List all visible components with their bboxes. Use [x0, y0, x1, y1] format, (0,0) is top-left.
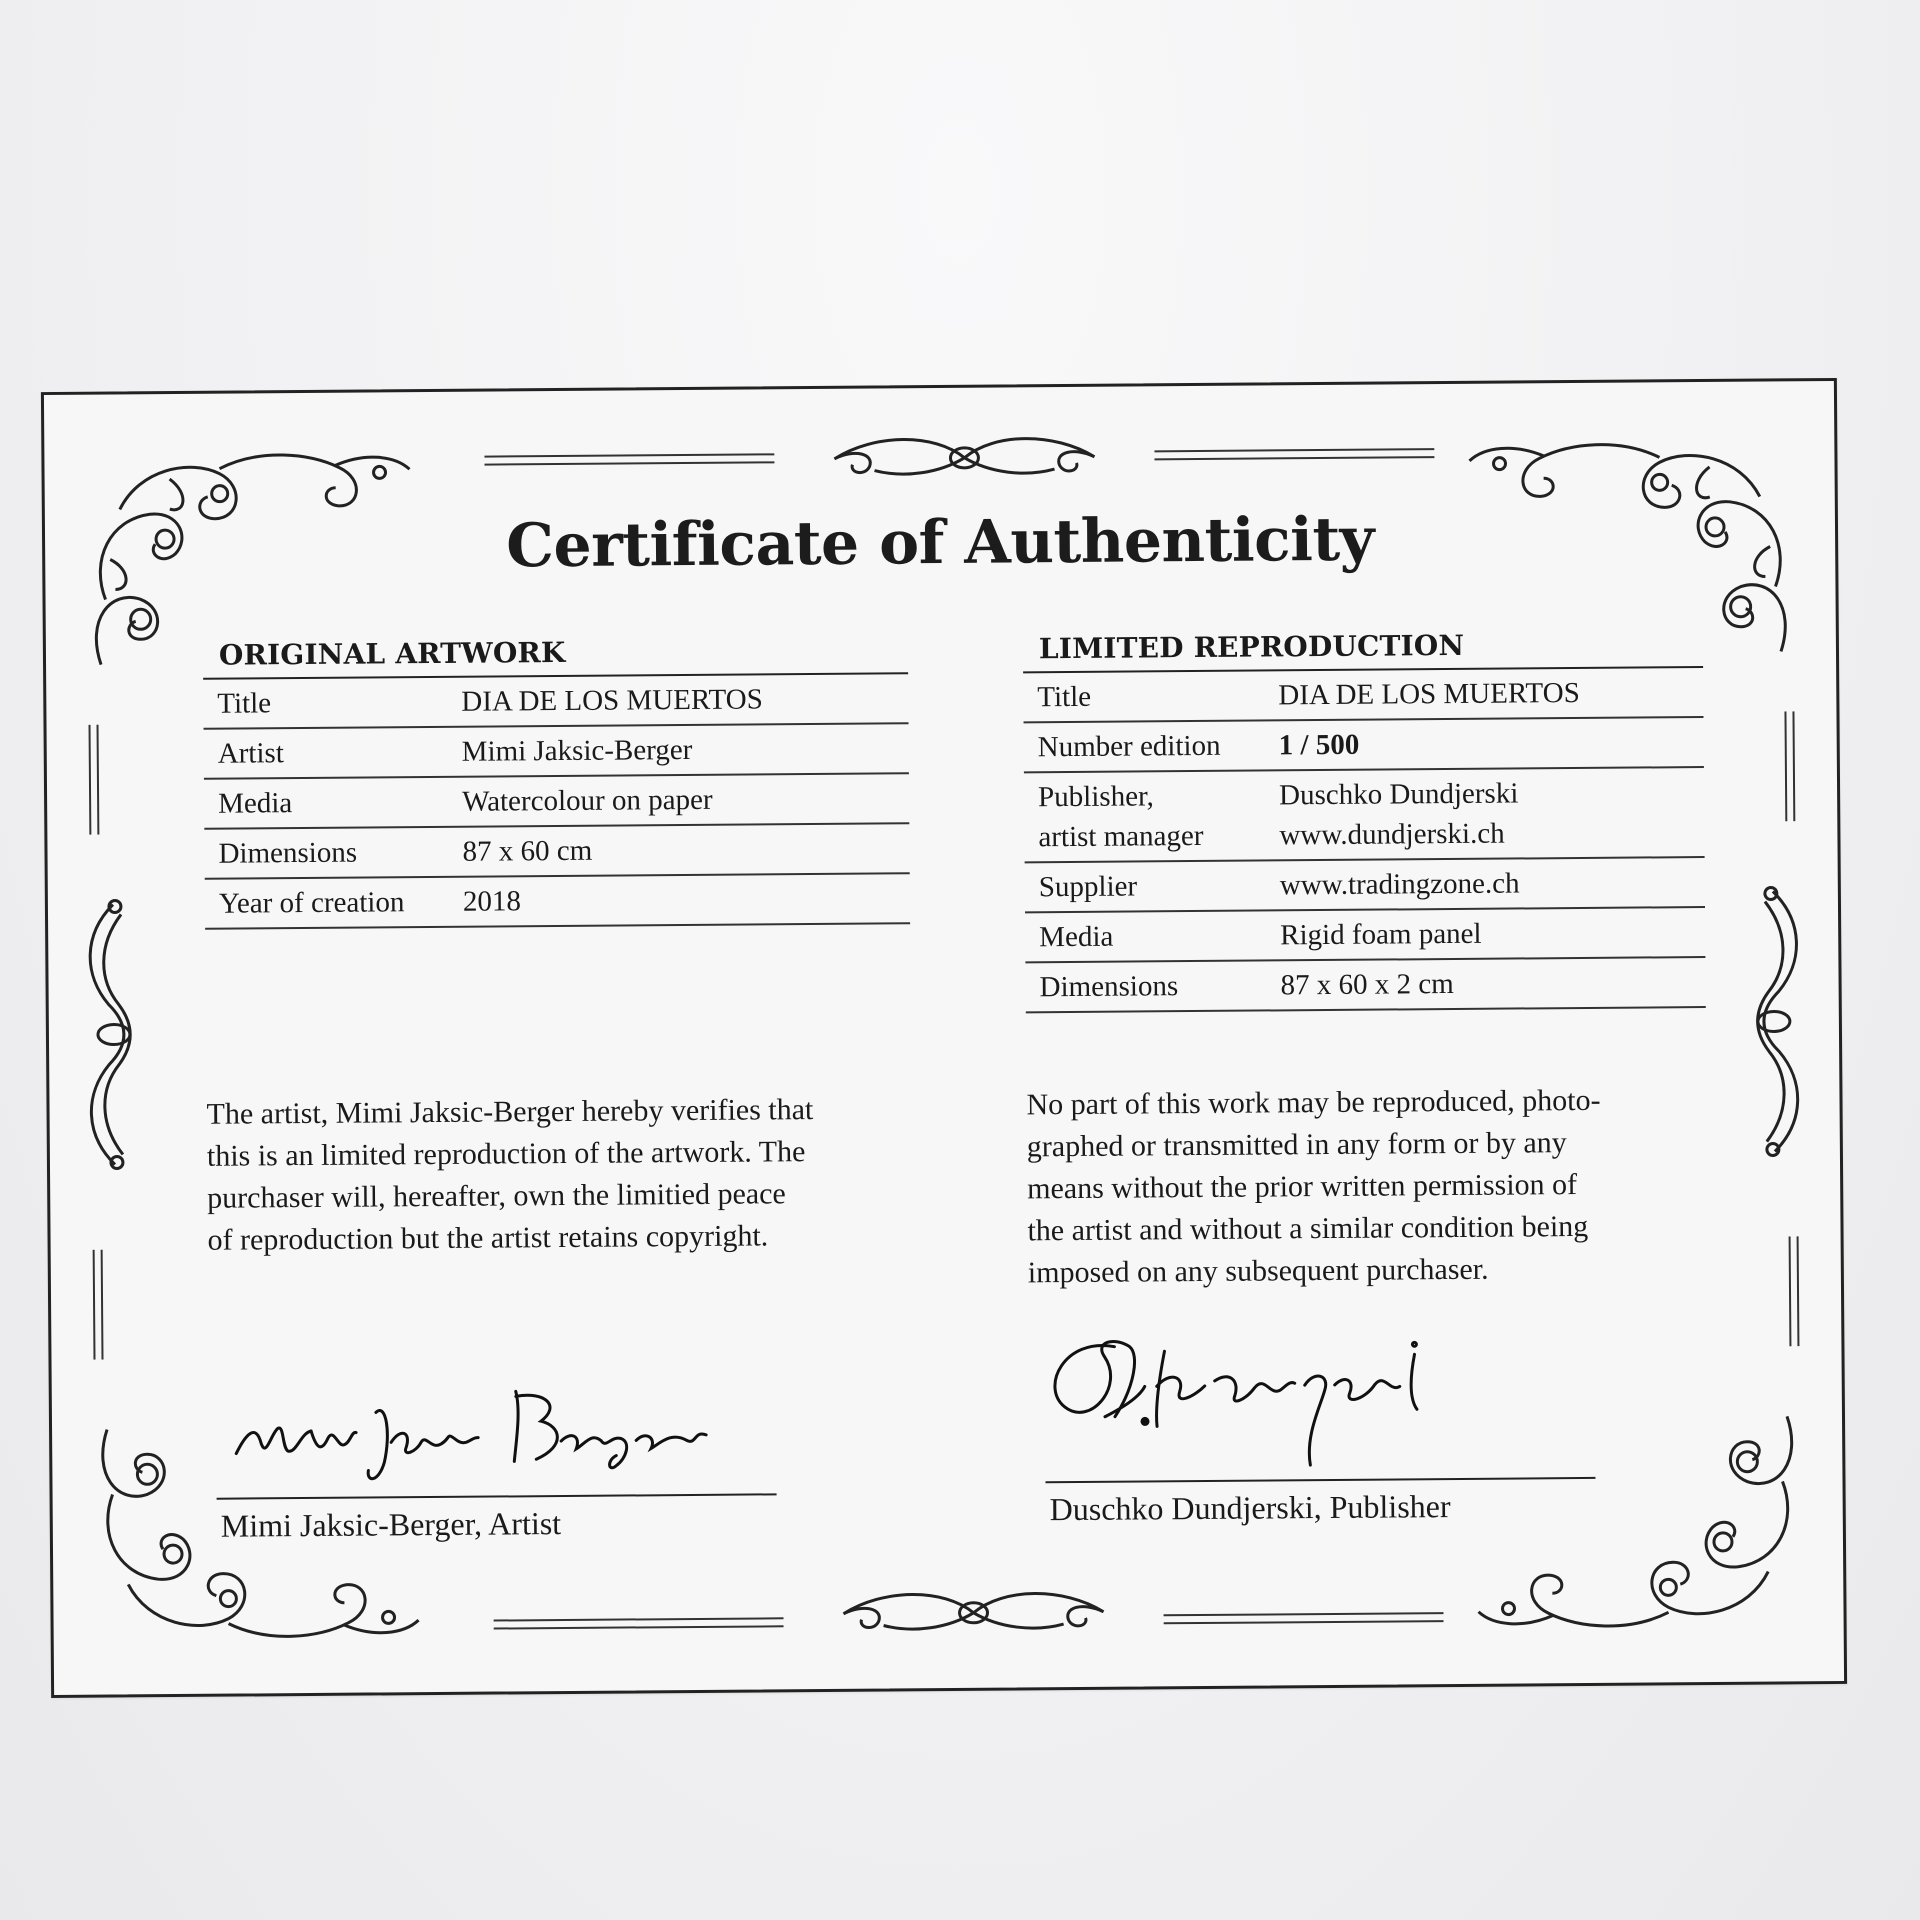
row-label: Dimensions [1039, 969, 1179, 1003]
limited-reproduction-heading: LIMITED REPRODUCTION [1023, 627, 1703, 673]
artist-signature-icon [216, 1369, 777, 1493]
row-value: Mimi Jaksic-Berger [461, 733, 693, 768]
notice-line: No part of this work may be reproduced, photo- [1026, 1083, 1601, 1122]
table-row [203, 674, 908, 730]
notice-line: the artist and without a similar condition being [1027, 1209, 1589, 1248]
double-rule-bottom-left-icon [494, 1615, 784, 1631]
publisher-signature-block [1044, 1323, 1596, 1528]
double-rule-left-lower-icon [91, 1250, 106, 1360]
certificate-title: Certificate of Authenticity [505, 504, 1375, 582]
double-rule-top-right-icon [1154, 446, 1434, 462]
row-value: 87 x 60 x 2 cm [1280, 967, 1454, 1001]
statement-line: of reproduction but the artist retains copyright. [207, 1219, 769, 1257]
publisher-name: Duschko Dundjerski [1278, 777, 1519, 812]
statement-line: purchaser will, hereafter, own the limitied peace [207, 1177, 786, 1215]
row-label: Title [1037, 680, 1092, 713]
notice-line: graphed or transmitted in any form or by any [1026, 1126, 1567, 1164]
row-label: Number edition [1037, 729, 1221, 763]
table-row [204, 774, 909, 830]
row-value: 2018 [462, 884, 522, 918]
artist-signature-caption: Mimi Jaksic-Berger, Artist [220, 1505, 562, 1544]
table-row [1024, 718, 1704, 773]
double-rule-top-left-icon [484, 451, 774, 467]
publisher-signature-caption: Duschko Dundjerski, Publisher [1049, 1488, 1451, 1528]
table-row [1025, 908, 1705, 963]
table-row [204, 724, 909, 780]
supplier-website: www.tradingzone.ch [1279, 866, 1520, 901]
double-rule-right-upper-icon [1782, 711, 1797, 821]
notice-line: means without the prior written permission of [1027, 1168, 1578, 1206]
artist-signature-block [216, 1369, 777, 1544]
original-artwork-heading: ORIGINAL ARTWORK [203, 633, 908, 680]
statement-line: this is an limited reproduction of the artwork. The [206, 1135, 806, 1173]
table-row [205, 874, 910, 930]
table-row [1025, 958, 1705, 1013]
artist-statement [206, 1088, 927, 1262]
table-row [1024, 768, 1705, 863]
certificate-card [41, 378, 1847, 1698]
notice-line: imposed on any subsequent purchaser. [1027, 1252, 1489, 1290]
edition-number: 1 / 500 [1278, 728, 1360, 761]
table-row [1023, 668, 1703, 723]
row-label-line: Publisher, [1037, 780, 1154, 814]
row-label: Media [218, 786, 293, 820]
row-value [1279, 772, 1705, 855]
row-label: Dimensions [218, 836, 358, 870]
row-label: Artist [217, 736, 284, 770]
side-flourish-left-icon [73, 894, 135, 1174]
center-flourish-bottom-icon [823, 1582, 1123, 1644]
double-rule-bottom-right-icon [1164, 1610, 1444, 1626]
row-label [1024, 775, 1280, 857]
row-label: Year of creation [218, 885, 405, 920]
row-label-line: artist manager [1038, 819, 1204, 854]
side-flourish-right-icon [1753, 881, 1815, 1161]
center-flourish-top-icon [814, 427, 1114, 489]
double-rule-left-upper-icon [87, 725, 102, 835]
row-label: Supplier [1038, 869, 1138, 903]
publisher-website: www.dundjerski.ch [1279, 817, 1505, 852]
table-row [1025, 858, 1705, 913]
row-label: Title [217, 686, 272, 720]
copyright-notice [1026, 1079, 1728, 1294]
row-value: 87 x 60 cm [462, 834, 593, 868]
original-artwork-section [203, 633, 910, 930]
limited-reproduction-section [1023, 627, 1706, 1013]
row-value: Watercolour on paper [462, 783, 713, 818]
statement-line: The artist, Mimi Jaksic-Berger hereby verifies that [206, 1093, 814, 1131]
double-rule-right-lower-icon [1787, 1236, 1802, 1346]
row-value: Rigid foam panel [1280, 917, 1482, 951]
table-row [204, 824, 909, 880]
publisher-signature-icon [1044, 1323, 1595, 1477]
row-value: DIA DE LOS MUERTOS [1278, 676, 1580, 711]
row-value: DIA DE LOS MUERTOS [461, 682, 763, 718]
row-label: Media [1039, 920, 1114, 953]
